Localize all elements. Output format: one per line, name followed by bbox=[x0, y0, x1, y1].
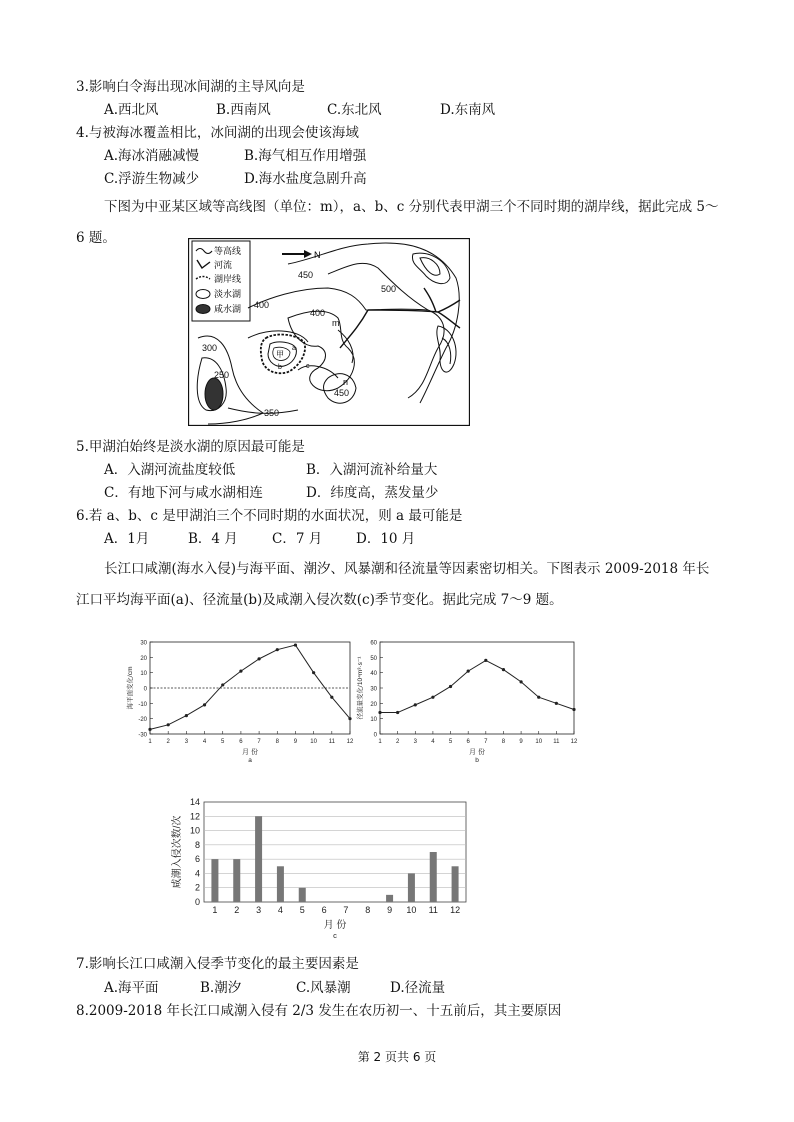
x-axis-label: 月 份 bbox=[469, 749, 485, 756]
y-tick-label: 30 bbox=[140, 640, 147, 647]
series-line bbox=[380, 660, 574, 712]
y-tick-label: 40 bbox=[370, 671, 377, 678]
q3-option-d: D.东南风 bbox=[440, 102, 496, 118]
y-tick-label: 10 bbox=[189, 825, 200, 836]
x-tick-label: 12 bbox=[570, 739, 578, 745]
q4-option-d: D.海水盐度急剧升高 bbox=[244, 171, 367, 187]
x-tick-label: 10 bbox=[310, 739, 317, 745]
q7-option-d: D.径流量 bbox=[390, 980, 446, 996]
x-axis-label: 月 份 bbox=[323, 920, 347, 931]
svg-text:450: 450 bbox=[298, 270, 314, 280]
y-tick-label: 50 bbox=[370, 655, 377, 662]
svg-text:n: n bbox=[343, 377, 349, 387]
x-tick-label: 11 bbox=[428, 905, 438, 915]
x-tick-label: 10 bbox=[535, 739, 543, 745]
x-tick-label: 5 bbox=[448, 739, 453, 745]
x-tick-label: 1 bbox=[212, 905, 218, 915]
q4-option-a: A.海冰消融减慢 bbox=[104, 148, 200, 164]
bar bbox=[386, 895, 393, 902]
q3-option-b: B.西南风 bbox=[216, 102, 271, 118]
legend-freshwater-lake: 淡水湖 bbox=[214, 289, 242, 299]
x-tick-label: 4 bbox=[431, 739, 435, 745]
bar bbox=[452, 866, 459, 902]
data-point bbox=[519, 680, 522, 683]
bar bbox=[255, 816, 262, 902]
data-point bbox=[276, 648, 279, 651]
q6-stem: 6.若 a、b、c 是甲湖泊三个不同时期的水面状况，则 a 最可能是 bbox=[76, 508, 463, 524]
x-tick-label: 3 bbox=[256, 905, 262, 915]
q7-option-c: C.风暴潮 bbox=[296, 980, 351, 996]
data-point bbox=[414, 703, 417, 706]
x-tick-label: 11 bbox=[553, 739, 560, 745]
q5-option-d: D．纬度高，蒸发量少 bbox=[306, 485, 439, 501]
x-tick-label: 10 bbox=[406, 905, 417, 915]
y-tick-label: 0 bbox=[194, 897, 200, 907]
x-tick-label: 7 bbox=[484, 739, 488, 745]
intro-5-6-line1: 下图为中亚某区域等高线图（单位：m），a、b、c 分别代表甲湖三个不同时期的湖岸线，据此完成 5～ bbox=[104, 199, 719, 215]
y-tick-label: 10 bbox=[370, 717, 377, 724]
svg-text:500: 500 bbox=[381, 284, 397, 294]
y-tick-label: -30 bbox=[138, 732, 147, 739]
svg-text:450: 450 bbox=[334, 388, 350, 398]
data-point bbox=[330, 696, 333, 699]
chart-a-sea-level bbox=[116, 634, 356, 782]
x-tick-label: 7 bbox=[343, 905, 349, 915]
q5-option-b: B．入湖河流补给量大 bbox=[306, 462, 438, 478]
q3-stem: 3.影响白令海出现冰间湖的主导风向是 bbox=[76, 79, 305, 95]
panel-label: a bbox=[248, 757, 252, 764]
q7-stem: 7.影响长江口咸潮入侵季节变化的最主要因素是 bbox=[76, 956, 359, 972]
data-point bbox=[572, 708, 575, 711]
data-point bbox=[148, 728, 151, 731]
y-tick-label: 0 bbox=[143, 686, 147, 693]
x-tick-label: 1 bbox=[378, 739, 382, 745]
svg-text:250: 250 bbox=[214, 370, 230, 380]
panel-label: b bbox=[475, 757, 479, 764]
y-tick-label: -20 bbox=[138, 717, 147, 724]
x-tick-label: 12 bbox=[346, 739, 354, 745]
q6-option-d: D．10 月 bbox=[356, 531, 416, 547]
page-footer: 第 2 页共 6 页 bbox=[357, 1050, 437, 1064]
legend-saltwater-lake: 咸水湖 bbox=[214, 304, 242, 314]
q4-option-b: B.海气相互作用增强 bbox=[244, 148, 367, 164]
y-tick-label: 60 bbox=[370, 640, 377, 647]
q4-stem: 4.与被海冰覆盖相比，冰间湖的出现会使该海域 bbox=[76, 125, 359, 141]
contour-map bbox=[188, 238, 470, 426]
y-tick-label: 30 bbox=[370, 686, 377, 693]
data-point bbox=[431, 696, 434, 699]
bar bbox=[299, 888, 306, 902]
map-legend bbox=[192, 241, 250, 321]
x-tick-label: 6 bbox=[239, 739, 243, 745]
bar bbox=[408, 873, 415, 902]
data-point bbox=[537, 696, 540, 699]
q6-option-c: C．7 月 bbox=[272, 531, 323, 547]
data-point bbox=[396, 711, 399, 714]
data-point bbox=[449, 685, 452, 688]
bar bbox=[211, 859, 218, 902]
x-tick-label: 2 bbox=[234, 905, 240, 915]
x-tick-label: 6 bbox=[466, 739, 470, 745]
data-point bbox=[239, 670, 242, 673]
intro-7-9-line2: 江口平均海平面(a)、径流量(b)及咸潮入侵次数(c)季节变化。据此完成 7～9 题。 bbox=[76, 592, 563, 608]
x-tick-label: 5 bbox=[299, 905, 305, 915]
data-point bbox=[257, 657, 260, 660]
x-tick-label: 9 bbox=[293, 739, 298, 745]
q6-option-a: A．1月 bbox=[104, 531, 150, 547]
legend-contour: 等高线 bbox=[214, 246, 242, 256]
x-tick-label: 8 bbox=[501, 739, 506, 745]
x-tick-label: 8 bbox=[365, 905, 371, 915]
svg-text:350: 350 bbox=[264, 408, 280, 418]
intro-7-9-line1: 长江口咸潮(海水入侵)与海平面、潮汐、风暴潮和径流量等因素密切相关。下图表示 2009-2018 年长 bbox=[104, 561, 710, 577]
data-point bbox=[294, 643, 297, 646]
y-axis-label: 径流量变化/10⁴m³·s⁻¹ bbox=[357, 656, 364, 720]
q7-option-b: B.潮汐 bbox=[200, 980, 242, 996]
q4-option-c: C.浮游生物减少 bbox=[104, 171, 200, 187]
svg-text:400: 400 bbox=[310, 308, 326, 318]
plot-frame bbox=[380, 642, 574, 734]
y-tick-label: 0 bbox=[373, 732, 377, 739]
bar bbox=[277, 866, 284, 902]
data-point bbox=[312, 671, 315, 674]
x-tick-label: 1 bbox=[148, 739, 152, 745]
q6-option-b: B．4 月 bbox=[188, 531, 238, 547]
salt-lake bbox=[205, 378, 223, 410]
y-tick-label: -10 bbox=[138, 701, 147, 708]
chart-c-saltwater-intrusion bbox=[166, 796, 476, 948]
y-tick-label: 20 bbox=[140, 655, 147, 662]
x-tick-label: 9 bbox=[519, 739, 523, 745]
x-tick-label: 8 bbox=[275, 739, 279, 745]
x-tick-label: 3 bbox=[184, 739, 189, 745]
intro-5-6-line2: 6 题。 bbox=[76, 230, 116, 246]
plot-frame bbox=[204, 802, 466, 902]
legend-river: 河流 bbox=[214, 260, 233, 270]
svg-text:a: a bbox=[292, 345, 296, 352]
data-point bbox=[185, 714, 188, 717]
bar bbox=[430, 852, 437, 902]
q3-option-c: C.东北风 bbox=[327, 102, 382, 118]
q5-option-a: A．入湖河流盐度较低 bbox=[104, 462, 236, 478]
y-tick-label: 2 bbox=[194, 882, 200, 893]
x-tick-label: 2 bbox=[166, 739, 170, 745]
x-axis-label: 月 份 bbox=[242, 749, 258, 756]
svg-text:400: 400 bbox=[254, 300, 270, 310]
svg-text:甲: 甲 bbox=[276, 350, 284, 359]
svg-text:c: c bbox=[306, 363, 310, 370]
data-point bbox=[378, 711, 381, 714]
svg-text:b: b bbox=[278, 364, 282, 371]
series-line bbox=[150, 645, 350, 729]
x-tick-label: 9 bbox=[387, 905, 393, 915]
panel-label: c bbox=[333, 931, 337, 940]
data-point bbox=[467, 670, 470, 673]
y-tick-label: 4 bbox=[194, 868, 200, 879]
q8-stem: 8.2009-2018 年长江口咸潮入侵有 2/3 发生在农历初一、十五前后，其主要原因 bbox=[76, 1003, 562, 1019]
svg-text:m: m bbox=[332, 318, 340, 328]
svg-text:300: 300 bbox=[202, 343, 218, 353]
y-tick-label: 14 bbox=[189, 797, 200, 807]
x-tick-label: 2 bbox=[395, 739, 400, 745]
y-tick-label: 6 bbox=[194, 854, 200, 865]
y-tick-label: 10 bbox=[140, 671, 147, 678]
x-tick-label: 3 bbox=[413, 739, 417, 745]
x-tick-label: 5 bbox=[221, 739, 225, 745]
data-point bbox=[484, 659, 487, 662]
chart-b-runoff bbox=[346, 634, 586, 782]
y-axis-label: 咸潮入侵次数/次 bbox=[172, 815, 183, 889]
data-point bbox=[167, 723, 170, 726]
y-tick-label: 12 bbox=[189, 811, 200, 822]
legend-shoreline: 湖岸线 bbox=[214, 274, 242, 284]
y-axis-label: 海平面变化/cm bbox=[127, 666, 134, 710]
x-tick-label: 7 bbox=[257, 739, 261, 745]
data-point bbox=[203, 703, 206, 706]
x-tick-label: 6 bbox=[321, 905, 327, 915]
x-tick-label: 12 bbox=[450, 905, 461, 915]
q5-option-c: C．有地下河与咸水湖相连 bbox=[104, 485, 263, 501]
q7-option-a: A.海平面 bbox=[104, 980, 159, 996]
x-tick-label: 4 bbox=[202, 739, 207, 745]
y-tick-label: 20 bbox=[370, 701, 377, 708]
svg-text:N: N bbox=[314, 250, 321, 260]
data-point bbox=[555, 702, 558, 705]
bar bbox=[233, 859, 240, 902]
x-tick-label: 4 bbox=[277, 905, 283, 915]
x-tick-label: 11 bbox=[328, 739, 335, 745]
data-point bbox=[502, 668, 505, 671]
q3-option-a: A.西北风 bbox=[104, 102, 159, 118]
y-tick-label: 8 bbox=[194, 839, 200, 850]
data-point bbox=[221, 683, 224, 686]
q5-stem: 5.甲湖泊始终是淡水湖的原因最可能是 bbox=[76, 439, 305, 455]
